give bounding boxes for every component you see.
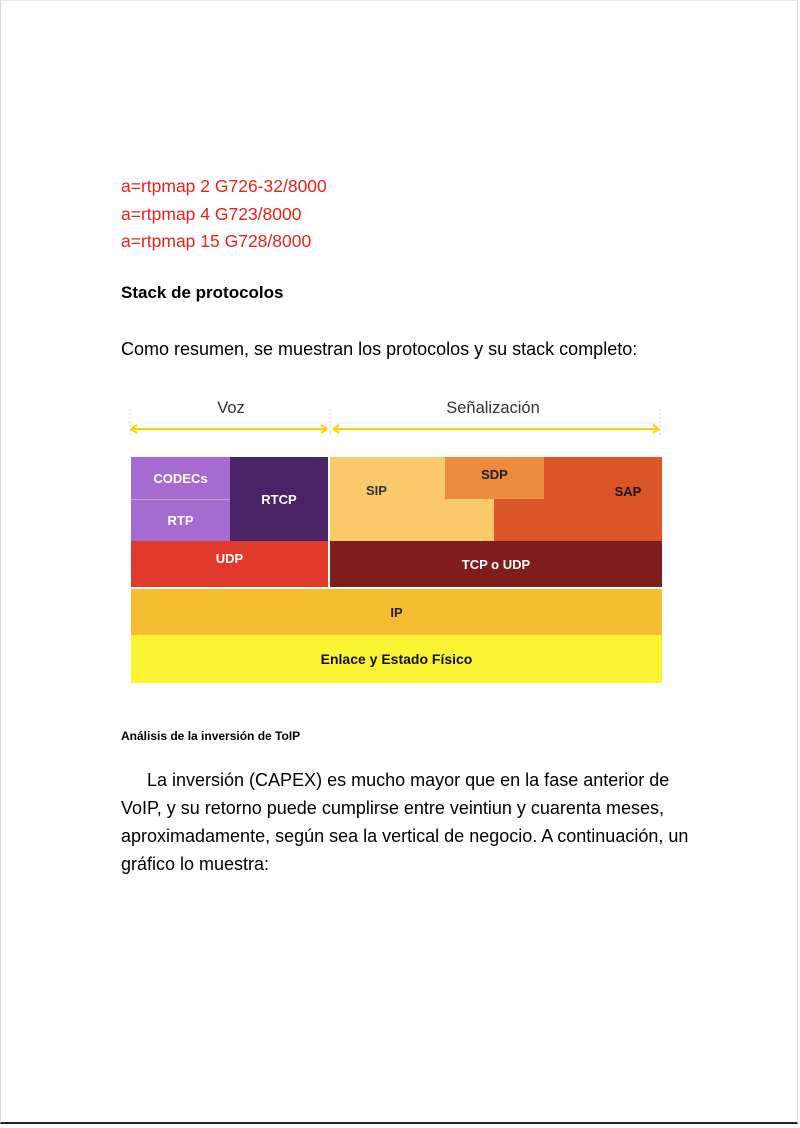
section-heading: Stack de protocolos: [121, 283, 284, 302]
block-ip: IP: [131, 589, 662, 635]
body-paragraph: [121, 766, 693, 878]
paragraph-text: La inversión (CAPEX) es mucho mayor que en la fase anterior de VoIP, y su retorno puede cumplirse entre veintiun y cuarenta meses, aproximadamente, según sea la vertical de negocio. A continuación, un gráfico lo muestra:: [121, 770, 689, 874]
block-rtp: RTP: [131, 499, 230, 541]
group-brackets: [127, 407, 663, 437]
protocol-stack-diagram: [127, 393, 663, 687]
intro-text: Como resumen, se muestran los protocolos y su stack completo:: [121, 339, 638, 359]
code-line: a=rtpmap 4 G723/8000: [121, 203, 302, 224]
group-label-senalizacion: Señalización: [446, 399, 540, 417]
block-enlace-fisico: Enlace y Estado Físico: [131, 635, 662, 683]
block-udp: UDP: [131, 541, 328, 587]
code-line: a=rtpmap 2 G726-32/8000: [121, 176, 327, 196]
block-sdp: SDP: [445, 457, 544, 499]
block-sap: SAP: [494, 457, 662, 541]
block-tcp-udp: TCP o UDP: [330, 541, 662, 587]
code-line: a=rtpmap 15 G728/8000: [121, 231, 312, 251]
block-codecs: CODECs: [131, 457, 230, 499]
block-sip: SIP: [330, 457, 494, 541]
sdp-code-block: [121, 173, 327, 256]
subheading: Análisis de la inversión de ToIP: [121, 729, 301, 743]
group-label-voz: Voz: [217, 399, 245, 417]
sip-extension: [445, 499, 494, 541]
block-rtcp: RTCP: [230, 457, 328, 541]
